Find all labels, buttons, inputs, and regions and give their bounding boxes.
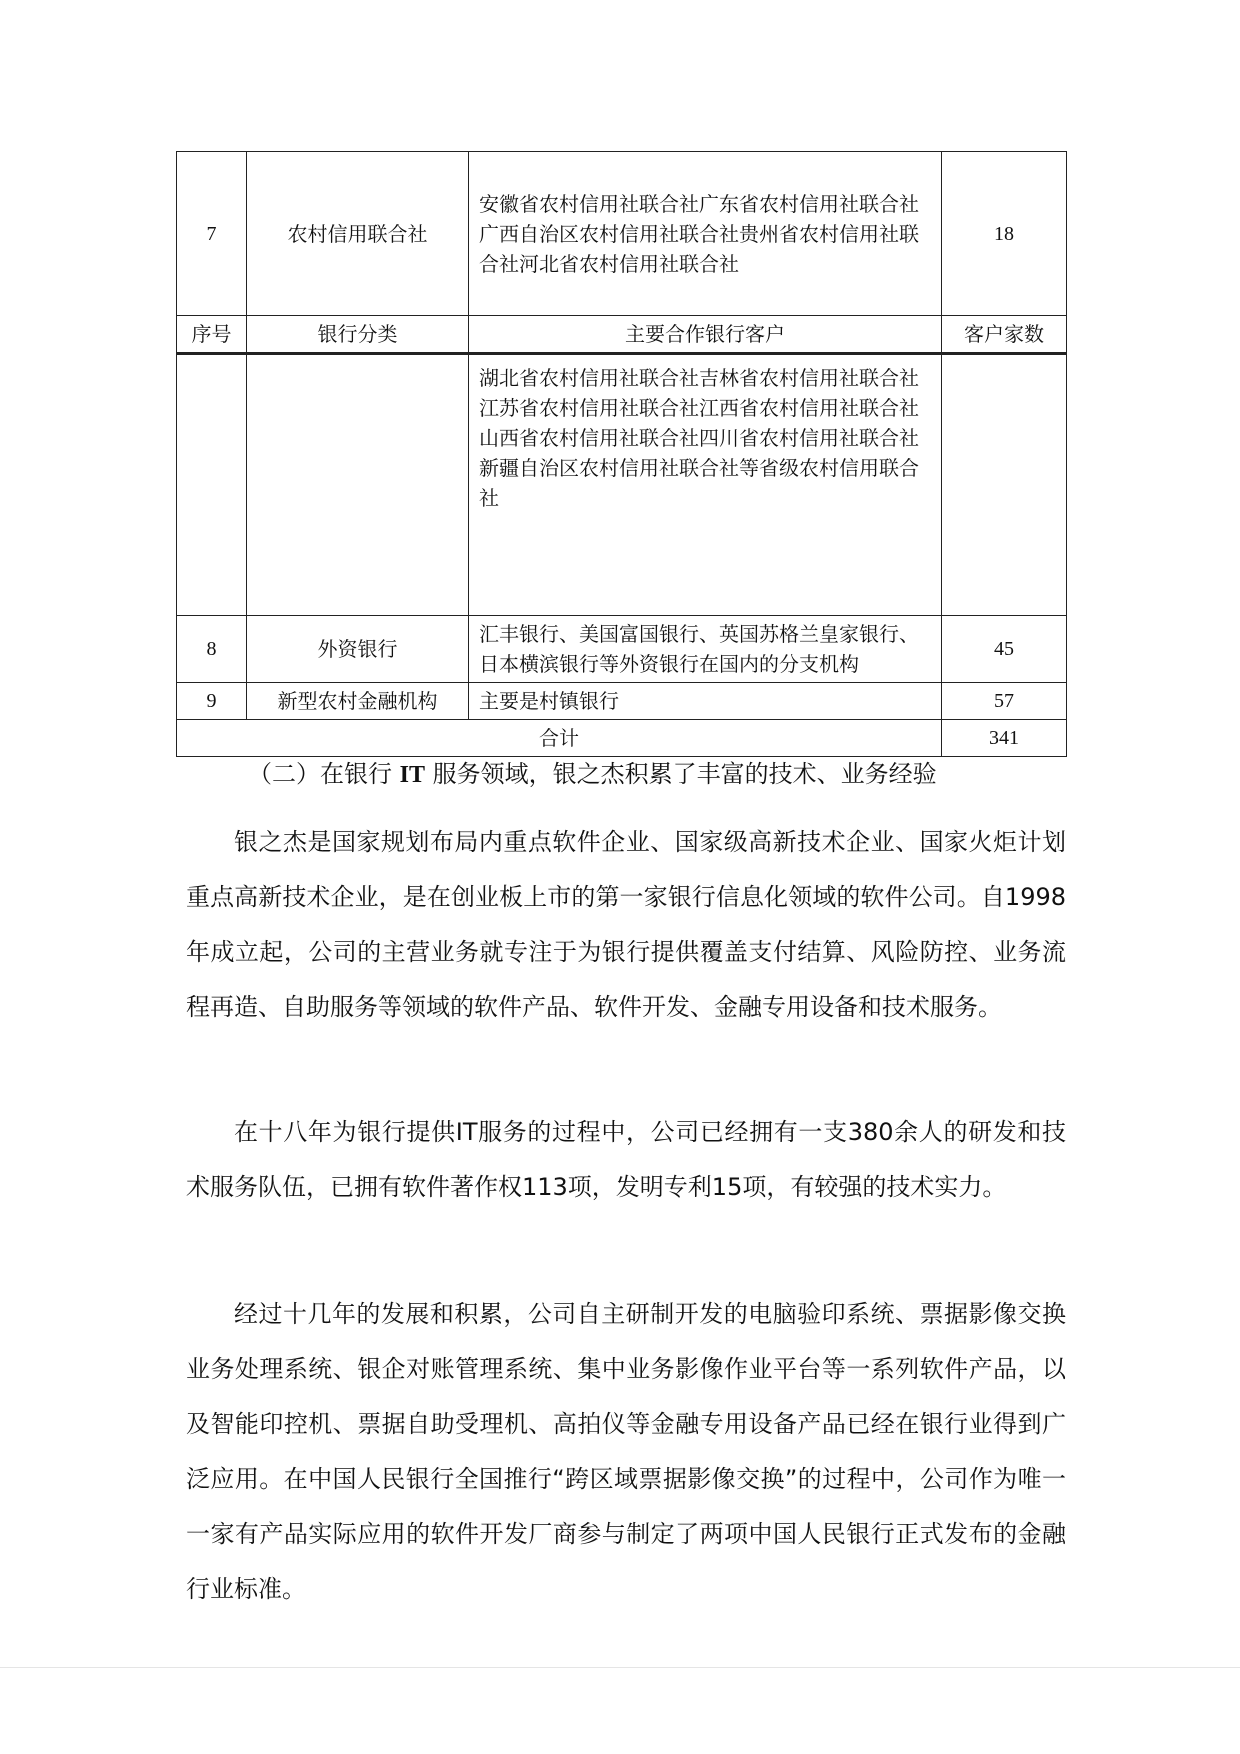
row-7-category: 农村信用联合社 bbox=[247, 152, 469, 316]
header-category: 银行分类 bbox=[247, 316, 469, 354]
total-count: 341 bbox=[942, 720, 1067, 757]
table-row bbox=[177, 616, 1067, 683]
row-8-clients: 汇丰银行、美国富国银行、英国苏格兰皇家银行、日本横滨银行等外资银行在国内的分支机构 bbox=[469, 616, 942, 683]
row-7-clients-part1: 安徽省农村信用社联合社广东省农村信用社联合社广西自治区农村信用社联合社贵州省农村信用社联合社河北省农村信用社联合社 bbox=[469, 152, 942, 316]
total-label: 合计 bbox=[177, 720, 942, 757]
row-7-seq-continued bbox=[177, 354, 247, 616]
row-9-clients: 主要是村镇银行 bbox=[469, 683, 942, 720]
row-8-seq: 8 bbox=[177, 616, 247, 683]
section-heading-it: IT bbox=[399, 762, 425, 788]
row-7-seq: 7 bbox=[177, 152, 247, 316]
row-8-count: 45 bbox=[942, 616, 1067, 683]
row-7-category-continued bbox=[247, 354, 469, 616]
row-7-count: 18 bbox=[942, 152, 1067, 316]
table-row bbox=[177, 683, 1067, 720]
table-total-row bbox=[177, 720, 1067, 757]
table-row bbox=[177, 354, 1067, 616]
table-header-row bbox=[177, 316, 1067, 354]
section-heading-suffix: 服务领域，银之杰积累了丰富的技术、业务经验 bbox=[432, 760, 937, 788]
row-9-count: 57 bbox=[942, 683, 1067, 720]
header-count: 客户家数 bbox=[942, 316, 1067, 354]
page-bottom-divider bbox=[0, 1667, 1240, 1668]
row-9-seq: 9 bbox=[177, 683, 247, 720]
table-row bbox=[177, 152, 1067, 316]
header-clients: 主要合作银行客户 bbox=[469, 316, 942, 354]
section-heading bbox=[248, 756, 937, 793]
row-8-category: 外资银行 bbox=[247, 616, 469, 683]
row-9-category: 新型农村金融机构 bbox=[247, 683, 469, 720]
header-seq: 序号 bbox=[177, 316, 247, 354]
paragraph-products: 经过十几年的发展和积累，公司自主研制开发的电脑验印系统、票据影像交换业务处理系统、银企对账管理系统、集中业务影像作业平台等一系列软件产品，以及智能印控机、票据自助受理机、高拍仪等金融专用设备产品已经在银行业得到广泛应用。在中国人民银行全国推行“跨区域票据影像交换”的过程中，公司作为唯一一家有产品实际应用的软件开发厂商参与制定了两项中国人民银行正式发布的金融行业标准。 bbox=[186, 1300, 1066, 1603]
section-heading-prefix: （二）在银行 bbox=[248, 760, 392, 788]
paragraph-rd-team: 在十八年为银行提供IT服务的过程中，公司已经拥有一支380余人的研发和技术服务队伍，已拥有软件著作权113项，发明专利15项，有较强的技术实力。 bbox=[186, 1118, 1066, 1201]
bank-client-table bbox=[176, 151, 1067, 757]
paragraph-company-intro: 银之杰是国家规划布局内重点软件企业、国家级高新技术企业、国家火炬计划重点高新技术企业，是在创业板上市的第一家银行信息化领域的软件公司。自1998年成立起，公司的主营业务就专注于为银行提供覆盖支付结算、风险防控、业务流程再造、自助服务等领域的软件产品、软件开发、金融专用设备和技术服务。 bbox=[186, 828, 1066, 1021]
row-7-clients-part2: 湖北省农村信用社联合社吉林省农村信用社联合社江苏省农村信用社联合社江西省农村信用社联合社山西省农村信用社联合社四川省农村信用社联合社新疆自治区农村信用社联合社等省级农村信用联合社 bbox=[469, 354, 942, 616]
row-7-count-continued bbox=[942, 354, 1067, 616]
